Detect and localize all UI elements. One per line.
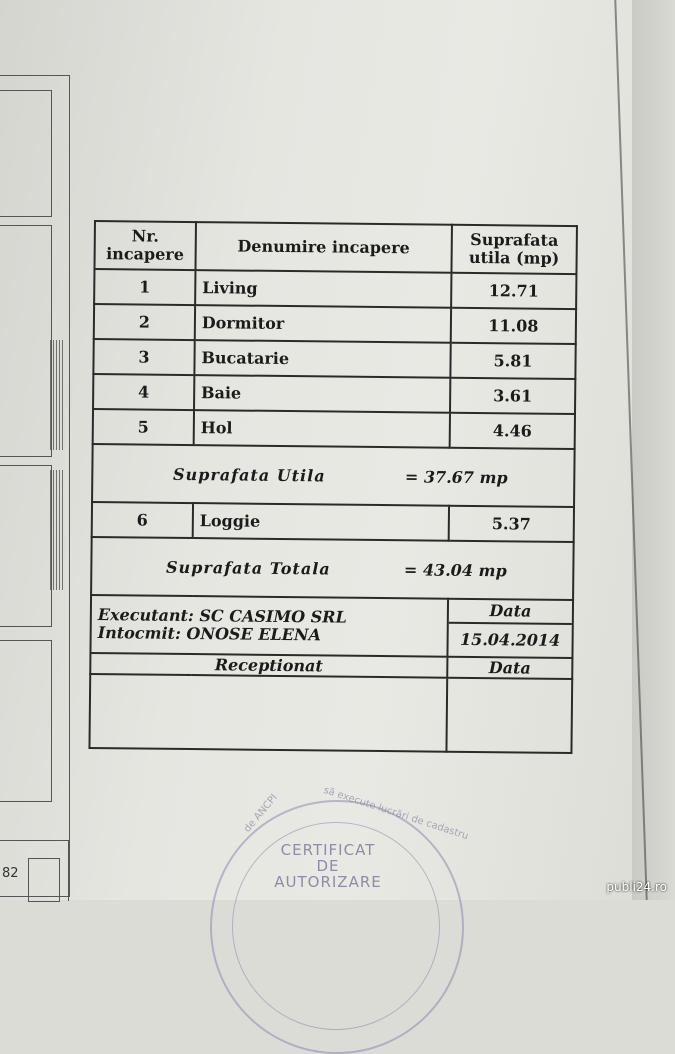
room-name: Hol bbox=[193, 410, 449, 448]
date-label-2: Data bbox=[447, 657, 572, 679]
wall-hatch bbox=[50, 340, 64, 450]
floor-plan-room bbox=[0, 90, 52, 217]
table-row bbox=[92, 502, 574, 542]
watermark-logo: publi24.ro bbox=[606, 880, 667, 894]
plan-dimension-label: 82 bbox=[2, 866, 19, 881]
grand-total-label: Suprafata Totala bbox=[165, 557, 331, 578]
intocmit-text: Intocmit: ONOSE ELENA bbox=[97, 623, 322, 645]
date-label: Data bbox=[449, 600, 572, 625]
room-name: Loggie bbox=[193, 503, 449, 541]
grand-total-row bbox=[91, 537, 574, 600]
room-area: 12.71 bbox=[451, 273, 576, 309]
floor-plan-corner-inner bbox=[28, 858, 60, 902]
surface-table bbox=[88, 220, 578, 754]
surface-table-container bbox=[88, 220, 580, 759]
room-area: 4.46 bbox=[450, 413, 575, 449]
room-name: Dormitor bbox=[195, 305, 451, 343]
signature-date-cell bbox=[446, 678, 572, 753]
room-area: 11.08 bbox=[451, 308, 576, 344]
stamp-arc-text-left: de ANCPI bbox=[241, 792, 280, 835]
table-row bbox=[93, 409, 575, 449]
room-nr: 4 bbox=[93, 374, 194, 410]
header-area: Suprafata utila (mp) bbox=[451, 225, 577, 274]
grand-total-cell bbox=[91, 537, 574, 600]
room-nr: 5 bbox=[93, 409, 194, 445]
header-nr: Nr. incapere bbox=[94, 221, 195, 270]
executant-text: Executant: SC CASIMO SRL bbox=[97, 605, 347, 627]
room-area: 5.81 bbox=[450, 343, 575, 379]
floor-plan-room bbox=[0, 225, 52, 457]
grand-total-value: = 43.04 mp bbox=[403, 559, 507, 580]
signature-cell bbox=[89, 674, 447, 752]
useful-total-cell bbox=[92, 444, 575, 507]
room-nr: 3 bbox=[93, 339, 194, 375]
wall-hatch bbox=[50, 470, 64, 590]
table-row bbox=[94, 304, 576, 344]
room-name: Baie bbox=[194, 375, 450, 413]
floor-plan-room bbox=[0, 465, 52, 627]
date-cell bbox=[447, 599, 573, 658]
room-name: Bucatarie bbox=[194, 340, 450, 378]
header-name: Denumire incapere bbox=[195, 222, 452, 273]
room-nr: 6 bbox=[92, 502, 193, 538]
useful-total-label: Suprafata Utila bbox=[172, 464, 326, 485]
table-row bbox=[93, 374, 575, 414]
signature-row bbox=[89, 674, 572, 753]
executant-row bbox=[90, 595, 573, 658]
room-area: 3.61 bbox=[450, 378, 575, 414]
stamp-arc-text-right: să execute lucrări de cadastru bbox=[322, 784, 470, 843]
table-row bbox=[93, 339, 575, 379]
table-header-row bbox=[94, 221, 576, 274]
page-fold bbox=[632, 0, 675, 900]
stamp-main-text: CERTIFICAT DE AUTORIZARE bbox=[274, 841, 382, 891]
room-name: Living bbox=[195, 270, 451, 308]
room-nr: 2 bbox=[94, 304, 195, 340]
receptionat-label: Receptionat bbox=[90, 653, 447, 678]
room-area: 5.37 bbox=[449, 506, 574, 542]
executant-cell bbox=[90, 595, 448, 657]
date-value: 15.04.2014 bbox=[459, 629, 561, 650]
room-nr: 1 bbox=[94, 269, 195, 305]
useful-total-row bbox=[92, 444, 575, 507]
floor-plan-room bbox=[0, 640, 52, 802]
useful-total-value: = 37.67 mp bbox=[404, 466, 508, 487]
table-row bbox=[94, 269, 576, 309]
